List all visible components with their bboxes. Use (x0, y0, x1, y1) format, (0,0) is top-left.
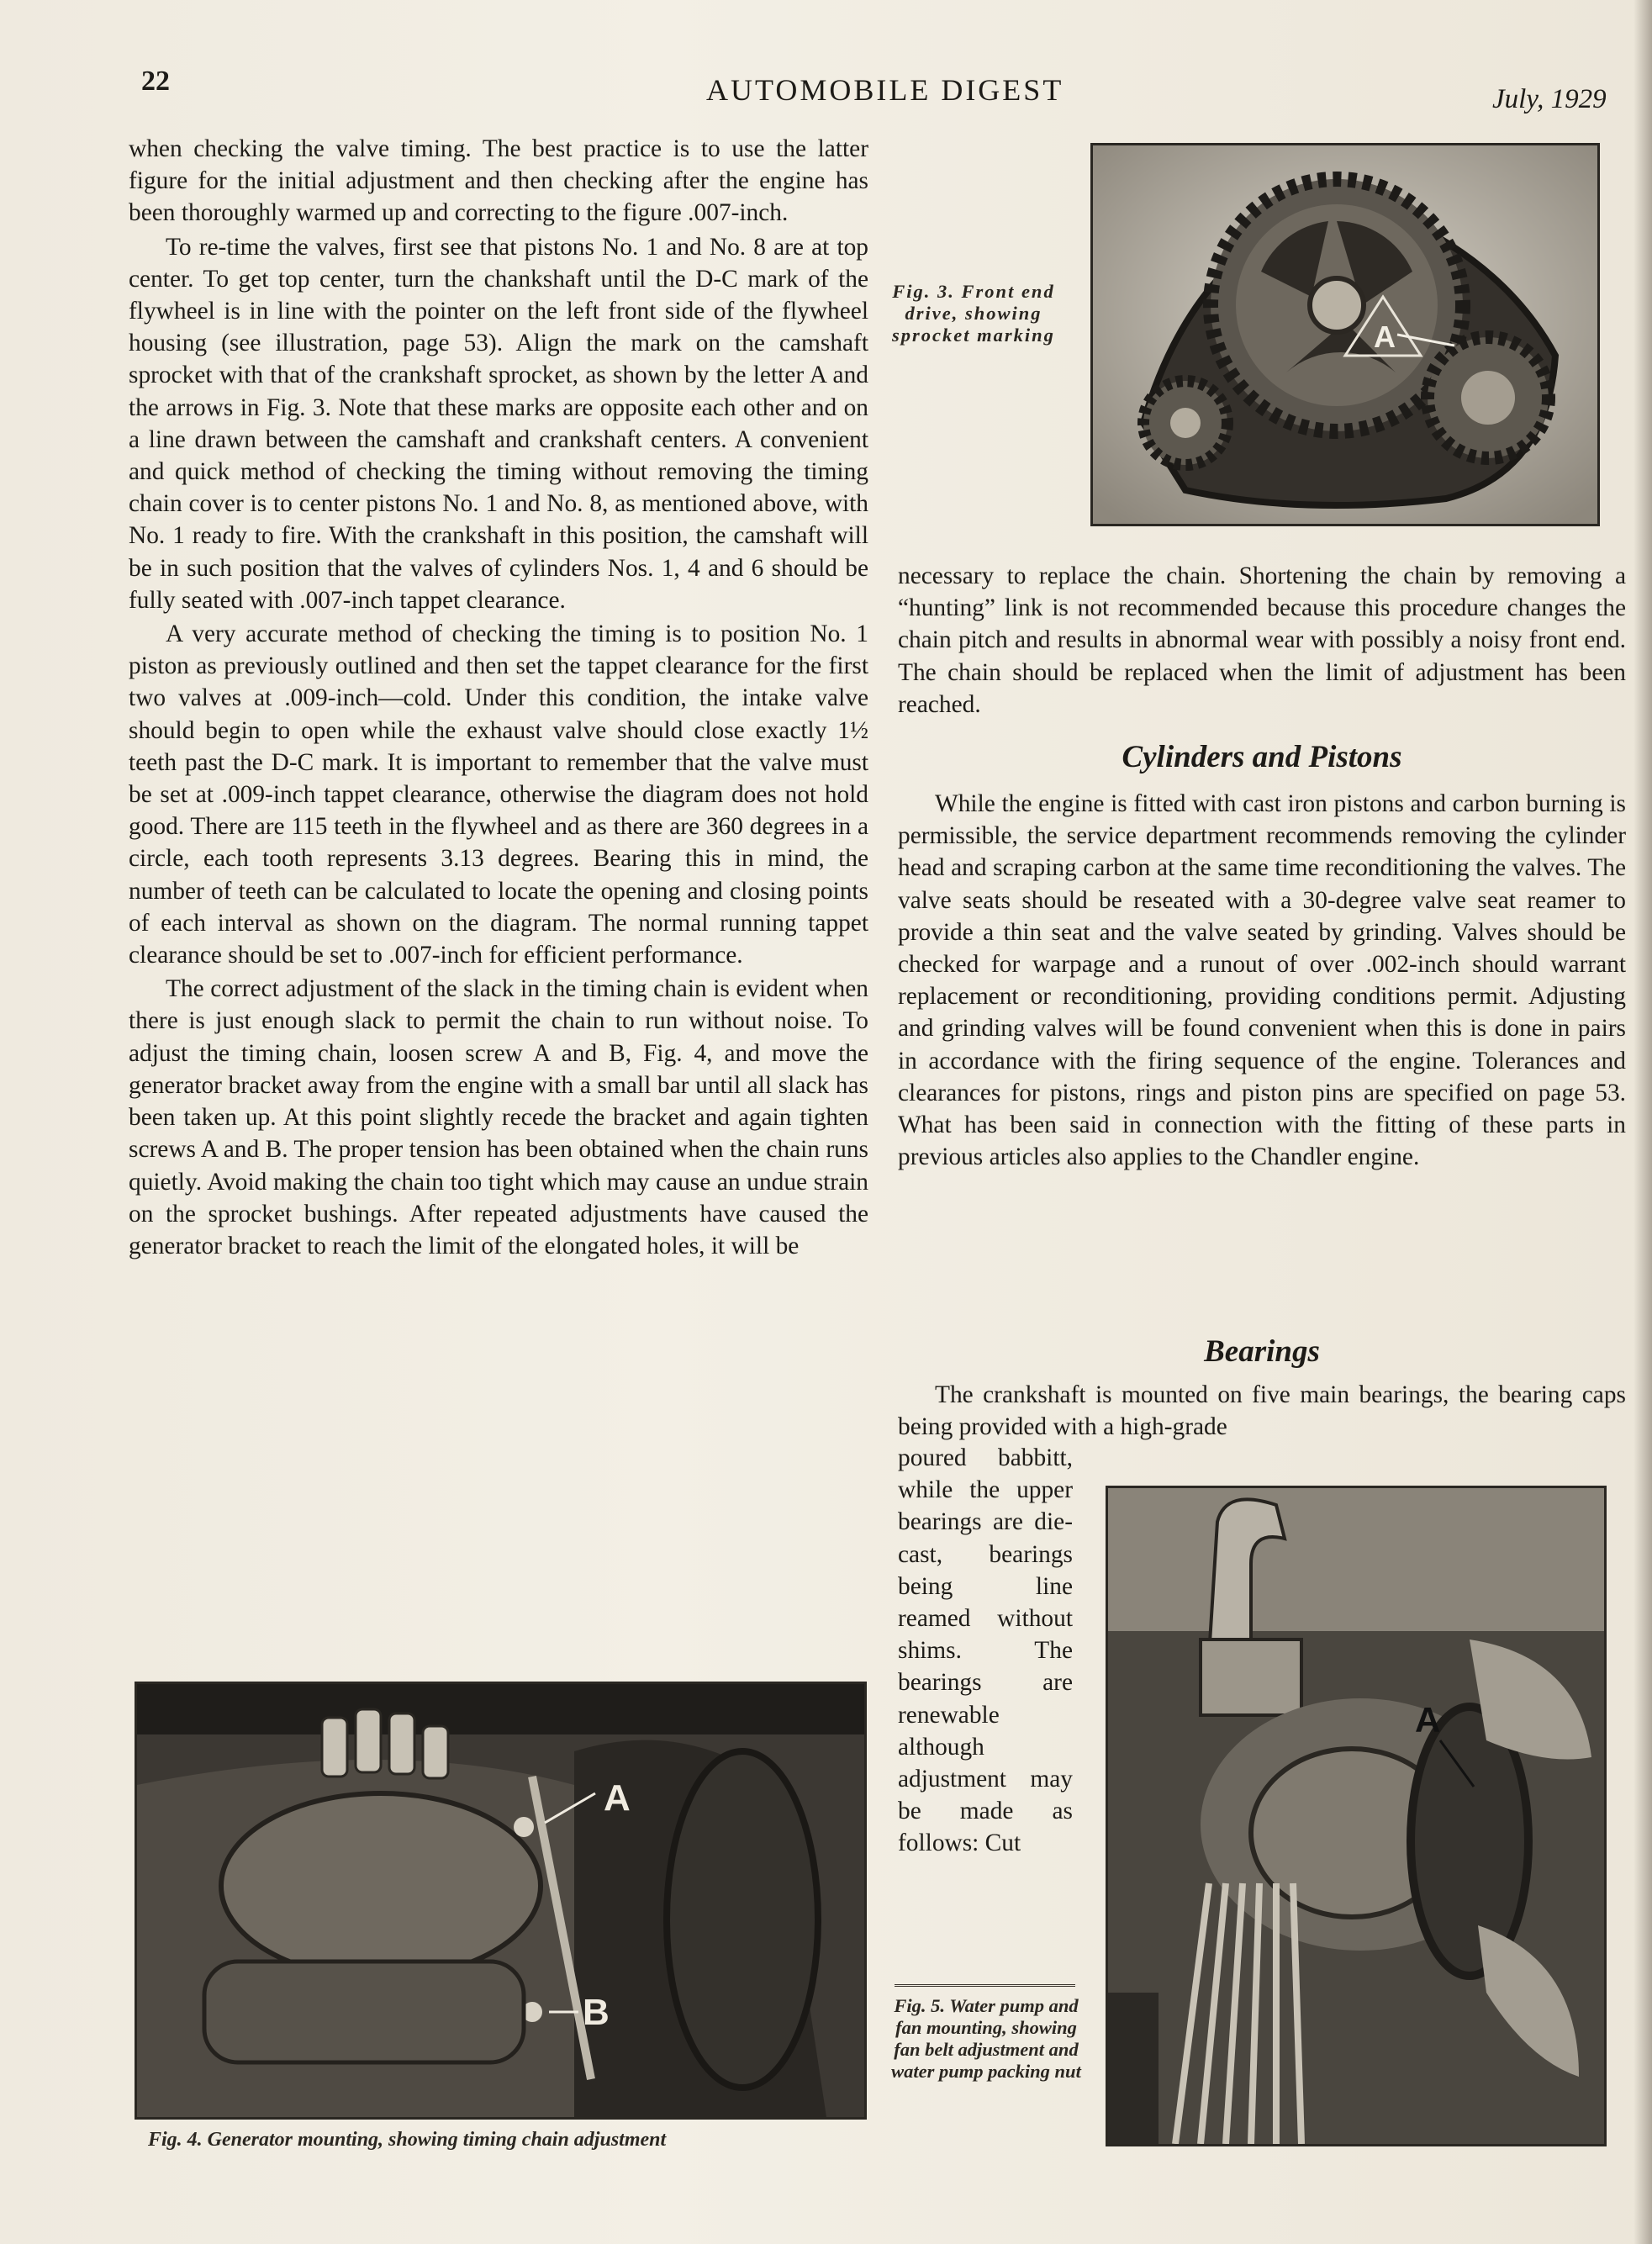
figure-5-caption: Fig. 5. Water pump and fan mounting, showing fan belt adjustment and water pump packing nut (891, 1995, 1081, 2082)
left-column (129, 133, 868, 1264)
bearings-section (898, 1333, 1626, 1443)
issue-date: July, 1929 (1492, 84, 1607, 114)
bearings-heading: Bearings (1204, 1334, 1320, 1369)
generator-mounting-illustration (137, 1684, 864, 2117)
cylinders-heading: Cylinders and Pistons (1122, 740, 1402, 775)
caption-divider (895, 1984, 1075, 1987)
page-number: 22 (141, 66, 170, 97)
figure-4-caption: Fig. 4. Generator mounting, showing timing chain adjustment (148, 2129, 667, 2151)
paragraph: While the engine is fitted with cast iron pistons and carbon burning is permissible, the service department recommends removing the cylinder head and scraping carbon at the same time reconditioning the valves. The valve seats should be reseated with a 30-degree valve seat reamer to provide a thin seat and the valve seated by grinding. Valves should be checked for warpage and a runout of over .002-inch should warrant replacement or reconditioning, providing conditions permit. Adjusting and grinding valves will be found convenient when this is done in pairs in accordance with the firing sequence of the engine. Tolerances and clearances for pistons, rings and piston pins are specified on page 53. What has been said in connection with the fitting of these parts in previous articles also applies to the Chandler engine. (898, 790, 1626, 1171)
right-column (898, 560, 1626, 1175)
figure-3-photo (1090, 143, 1600, 526)
paragraph: when checking the valve timing. The best practice is to use the latter figure for the initial adjustment and then checking after the engine has been thoroughly warmed up and correcting to the figure .007-inch. (129, 135, 868, 227)
page-header (0, 66, 1652, 116)
timing-gears-illustration (1093, 145, 1597, 524)
magazine-title: AUTOMOBILE DIGEST (706, 73, 1064, 107)
figure-4-photo (135, 1682, 867, 2120)
fig4-label-b: B (583, 1992, 610, 2033)
fig5-label-a: A (1415, 1700, 1441, 1740)
page-edge-shadow (1634, 0, 1652, 2244)
figure-3-caption: Fig. 3. Front end drive, showing sprocket marking (892, 281, 1055, 346)
fig4-label-a: A (604, 1777, 631, 1819)
fig3-label-a: A (1374, 319, 1396, 354)
paragraph: necessary to replace the chain. Shortening the chain by removing a “hunting” link is not recommended because this procedure changes the chain pitch and results in abnormal wear with possibly a noisy front end. The chain should be replaced when the limit of adjustment has been reached. (898, 562, 1626, 718)
water-pump-illustration (1108, 1488, 1604, 2144)
paragraph: The crankshaft is mounted on five main bearings, the bearing caps being provided with a high-grade (898, 1381, 1626, 1441)
paragraph: To re-time the valves, first see that pistons No. 1 and No. 8 are at top center. To get top center, turn the chankshaft until the D-C mark of the flywheel is in line with the pointer on the left front side of the flywheel housing (see illustration, page 53). Align the mark on the camshaft sprocket with that of the crankshaft sprocket, as shown by the letter A and the arrows in Fig. 3. Note that these marks are opposite each other and on a line drawn between the camshaft and crankshaft centers. A convenient and quick method of checking the timing without removing the timing chain cover is to center pistons No. 1 and No. 8, as mentioned above, with No. 1 ready to fire. With the crankshaft in this position, the camshaft will be in such position that the valves of cylinders Nos. 1, 4 and 6 should be fully seated with .007-inch tappet clearance. (129, 233, 868, 614)
paragraph: A very accurate method of checking the timing is to position No. 1 piston as previously outlined and then set the tappet clearance for the first two valves at .009-inch—cold. Under this condition, the intake valve should begin to open while the exhaust valve should close exactly 1½ teeth past the D-C mark. It is important to remember that the valve must be set at .009-inch tappet clearance, otherwise the diagram does not hold good. There are 115 teeth in the flywheel and as there are 360 degrees in a circle, each tooth represents 3.13 degrees. Bearing this in mind, the number of teeth can be calculated to locate the opening and closing points of each interval as shown on the diagram. The normal running tappet clearance should be set to .007-inch for efficient performance. (129, 620, 868, 969)
figure-5-photo (1106, 1486, 1607, 2146)
paragraph: The correct adjustment of the slack in the timing chain is evident when there is just enough slack to permit the chain to run without noise. To adjust the timing chain, loosen screw A and B, Fig. 4, and move the generator bracket away from the engine with a small bar until all slack has been taken up. At this point slightly recede the bracket and again tighten screws A and B. The proper tension has been obtained when the chain runs quietly. Avoid making the chain too tight which may cause an undue strain on the sprocket bushings. After repeated adjustments have caused the generator bracket to reach the limit of the elongated holes, it will be (129, 975, 868, 1259)
bearings-narrow-text: poured babbitt, while the upper bearings are die-cast, bearings being line reamed without shims. The bearings are renewable although adjustment may be made as follows: Cut (898, 1444, 1073, 1857)
